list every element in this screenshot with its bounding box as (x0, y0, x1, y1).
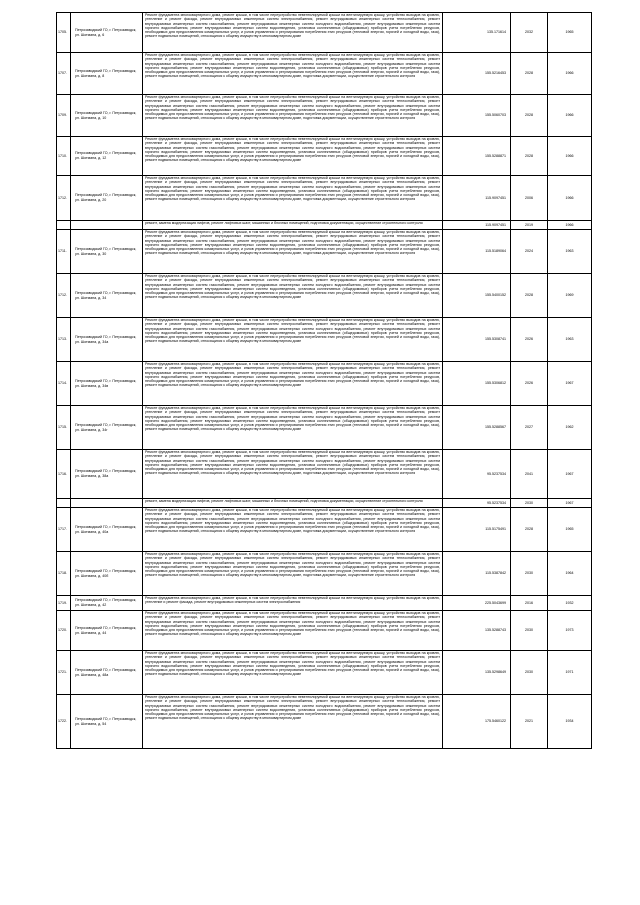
table-row (57, 508, 592, 552)
house-address: Петрозаводский ГО, г. Петрозаводск, ул. Шотмана, д. 48а (71, 651, 143, 695)
repair-works: Ремонт фундамента многоквартирного дома, ремонт крыши, в том числе переустройство невентилируемой крыши на вентилируемую крышу, устройство выходов на кровлю, утепление и ремонт фасада, ремонт внутридомовых инженерных систем электроснабжения, ремонт внутридомовых инженерных систем теплоснабжения, ремонт внутридомовых инженерных систем газоснабжения, ремонт внутридомовых инженерных систем холодного водоснабжения, ремонт внутридомовых инженерных систем горячего водоснабжения, ремонт внутридомовых инженерных систем водоотведения, установка коллективных (общедомовых) приборов учета потребления ресурсов, необходимых для предоставления коммунальных услуг, и узлов управления и регулирования потребления этих ресурсов (тепловой энергии, горячей и холодной воды, газа), ремонт подвальных помещений, относящихся к общему имуществу в многоквартирном доме, подготовка документации, осуществление строительного контроля (143, 552, 443, 596)
construction-year: 1963 (548, 230, 592, 274)
construction-year: 1967 (548, 362, 592, 406)
row-number: 1712. (57, 274, 71, 318)
house-address: Петрозаводский ГО, г. Петрозаводск, ул. Шотмана, д. 40а (71, 508, 143, 552)
repair-cost: 155.5288567 (443, 406, 511, 450)
repair-cost: 225.5043699 (443, 596, 511, 611)
repair-cost: 155.5400152 (443, 274, 511, 318)
row-number: 1715. (57, 406, 71, 450)
row-number: 1714. (57, 362, 71, 406)
table-row (57, 651, 592, 695)
repair-cost: 155.5308741 (443, 318, 511, 362)
row-number: 1722. (57, 695, 71, 749)
repair-works: Ремонт фундамента многоквартирного дома, ремонт крыши, в том числе переустройство невентилируемой крыши на вентилируемую крышу, устройство выходов на кровлю, утепление и ремонт фасада, ремонт внутридомовых инженерных систем электроснабжения, ремонт внутридомовых инженерных систем теплоснабжения, ремонт внутридомовых инженерных систем газоснабжения, ремонт внутридомовых инженерных систем холодного водоснабжения, ремонт внутридомовых инженерных систем горячего водоснабжения, ремонт внутридомовых инженерных систем водоотведения, установка коллективных (общедомовых) приборов учета потребления ресурсов, необходимых для предоставления коммунальных услуг, и узлов управления и регулирования потребления этих ресурсов (тепловой энергии, горячей и холодной воды, газа), ремонт подвальных помещений, относящихся к общему имуществу в многоквартирном доме (143, 611, 443, 651)
table-row (57, 53, 592, 95)
row-number (57, 221, 71, 230)
row-number: 1712. (57, 176, 71, 221)
planned-year: 2028 (511, 53, 548, 95)
planned-year: 2028 (511, 95, 548, 137)
row-number: 1709. (57, 95, 71, 137)
repair-works: Ремонт фундамента многоквартирного дома, ремонт крыши, в том числе переустройство невентилируемой крыши на вентилируемую крышу, устройство выходов на кровлю, утепление и ремонт фасада, ремонт внутридомовых инженерных систем электроснабжения, ремонт внутридомовых инженерных систем теплоснабжения, ремонт внутридомовых инженерных систем газоснабжения, ремонт внутридомовых инженерных систем холодного водоснабжения, ремонт внутридомовых инженерных систем горячего водоснабжения, ремонт внутридомовых инженерных систем водоотведения, установка коллективных (общедомовых) приборов учета потребления ресурсов, необходимых для предоставления коммунальных услуг, и узлов управления и регулирования потребления этих ресурсов (тепловой энергии, горячей и холодной воды, газа), ремонт подвальных помещений, относящихся к общему имуществу в многоквартирном доме, подготовка документации, осуществление строительного контроля (143, 176, 443, 221)
repair-cost: 135.171614 (443, 13, 511, 53)
table-row (57, 318, 592, 362)
planned-year: 2026 (511, 362, 548, 406)
table-row (57, 362, 592, 406)
table-row (57, 611, 592, 651)
repair-cost: 155.5216453 (443, 53, 511, 95)
construction-year: 1971 (548, 651, 592, 695)
repair-works: Ремонт фундамента многоквартирного дома, ремонт крыши, в том числе переустройство невентилируемой крыши на вентилируемую крышу, устройство выходов на кровлю, утепление и ремонт фасада, ремонт внутридомовых инженерных систем электроснабжения, ремонт внутридомовых инженерных систем теплоснабжения, ремонт внутридомовых инженерных систем газоснабжения, ремонт внутридомовых инженерных систем холодного водоснабжения, ремонт внутридомовых инженерных систем горячего водоснабжения, ремонт внутридомовых инженерных систем водоотведения, установка коллективных (общедомовых) приборов учета потребления ресурсов, необходимых для предоставления коммунальных услуг, и узлов управления и регулирования потребления этих ресурсов (тепловой энергии, горячей и холодной воды, газа), ремонт подвальных помещений, относящихся к общему имуществу в многоквартирном доме (143, 651, 443, 695)
row-number: 1717. (57, 508, 71, 552)
repair-cost: 155.5306812 (443, 362, 511, 406)
row-number: 1710. (57, 137, 71, 176)
row-number: 1713. (57, 318, 71, 362)
row-number: 1719. (57, 596, 71, 611)
repair-cost: 155.5060703 (443, 95, 511, 137)
table-row (57, 450, 592, 499)
construction-year: 1966 (548, 176, 592, 221)
row-number: 1716. (57, 450, 71, 499)
house-address: Петрозаводский ГО, г. Петрозаводск, ул. Шотмана, д. 6 (71, 13, 143, 53)
house-address: Петрозаводский ГО, г. Петрозаводск, ул. Шотмана, д. 12 (71, 137, 143, 176)
repair-works: ремонт, замена модернизация лифтов, ремонт лифтовых шахт, машинных и блочных помещений, подготовка документации, осуществление строительного контроля (143, 499, 443, 508)
construction-year: 1964 (548, 552, 592, 596)
repair-cost: 115.5387842 (443, 552, 511, 596)
planned-year: 2030 (511, 611, 548, 651)
repair-works: Ремонт фундамента многоквартирного дома, ремонт крыши, в том числе переустройство невентилируемой крыши на вентилируемую крышу, устройство выходов на кровлю, утепление и ремонт фасада, ремонт внутридомовых инженерных систем электроснабжения, ремонт внутридомовых инженерных систем теплоснабжения, ремонт внутридомовых инженерных систем газоснабжения, ремонт внутридомовых инженерных систем холодного водоснабжения, ремонт внутридомовых инженерных систем горячего водоснабжения, ремонт внутридомовых инженерных систем водоотведения, установка коллективных (общедомовых) приборов учета потребления ресурсов, необходимых для предоставления коммунальных услуг, и узлов управления и регулирования потребления этих ресурсов (тепловой энергии, горячей и холодной воды, газа), ремонт подвальных помещений, относящихся к общему имуществу в многоквартирном доме, подготовка документации, осуществление строительного контроля (143, 95, 443, 137)
construction-year: 1966 (548, 95, 592, 137)
repair-program-table (56, 12, 591, 749)
planned-year: 2030 (511, 499, 548, 508)
planned-year: 2016 (511, 596, 548, 611)
table-row (57, 274, 592, 318)
construction-year: 1962 (548, 406, 592, 450)
planned-year: 2028 (511, 137, 548, 176)
house-address: Петрозаводский ГО, г. Петрозаводск, ул. Шотмана, д. 10 (71, 95, 143, 137)
table-row (57, 406, 592, 450)
table-row (57, 221, 592, 230)
house-address (71, 499, 143, 508)
row-number: 1711. (57, 230, 71, 274)
table-row (57, 176, 592, 221)
repair-works: Ремонт фундамента многоквартирного дома, ремонт крыши, в том числе переустройство невентилируемой крыши на вентилируемую крышу, устройство выходов на кровлю, утепление и ремонт фасада, ремонт внутридомовых инженерных систем электроснабжения (143, 596, 443, 611)
construction-year: 1967 (548, 450, 592, 499)
repair-works: Ремонт фундамента многоквартирного дома, ремонт крыши, в том числе переустройство невентилируемой крыши на вентилируемую крышу, устройство выходов на кровлю, утепление и ремонт фасада, ремонт внутридомовых инженерных систем электроснабжения, ремонт внутридомовых инженерных систем теплоснабжения, ремонт внутридомовых инженерных систем газоснабжения, ремонт внутридомовых инженерных систем холодного водоснабжения, ремонт внутридомовых инженерных систем горячего водоснабжения, ремонт внутридомовых инженерных систем водоотведения, установка коллективных (общедомовых) приборов учета потребления ресурсов, необходимых для предоставления коммунальных услуг, и узлов управления и регулирования потребления этих ресурсов (тепловой энергии, горячей и холодной воды, газа), ремонт подвальных помещений, относящихся к общему имуществу в многоквартирном доме (143, 406, 443, 450)
house-address: Петрозаводский ГО, г. Петрозаводск, ул. Шотмана, д. 42 (71, 596, 143, 611)
house-address: Петрозаводский ГО, г. Петрозаводск, ул. Шотмана, д. 34 (71, 274, 143, 318)
repair-works: ремонт, замена модернизация лифтов, ремонт лифтовых шахт, машинных и блочных помещений, подготовка документации, осуществление строительного контроля (143, 221, 443, 230)
repair-cost: 115.5189064 (443, 230, 511, 274)
house-address: Петрозаводский ГО, г. Петрозаводск, ул. Шотмана, д. 54 (71, 695, 143, 749)
planned-year: 2028 (511, 274, 548, 318)
planned-year: 2032 (511, 13, 548, 53)
planned-year: 2041 (511, 450, 548, 499)
planned-year: 2027 (511, 406, 548, 450)
table-row (57, 230, 592, 274)
house-address: Петрозаводский ГО, г. Петрозаводск, ул. Шотмана, д. 40б (71, 552, 143, 596)
table-row (57, 552, 592, 596)
construction-year: 1932 (548, 596, 592, 611)
row-number: 1718. (57, 552, 71, 596)
construction-year: 1969 (548, 274, 592, 318)
repair-cost: 115.9097451 (443, 176, 511, 221)
repair-works: Ремонт фундамента многоквартирного дома, ремонт крыши, в том числе переустройство невентилируемой крыши на вентилируемую крышу, устройство выходов на кровлю, утепление и ремонт фасада, ремонт внутридомовых инженерных систем электроснабжения, ремонт внутридомовых инженерных систем теплоснабжения, ремонт внутридомовых инженерных систем газоснабжения, ремонт внутридомовых инженерных систем холодного водоснабжения, ремонт внутридомовых инженерных систем горячего водоснабжения, ремонт внутридомовых инженерных систем водоотведения, установка коллективных (общедомовых) приборов учета потребления ресурсов, необходимых для предоставления коммунальных услуг, и узлов управления и регулирования потребления этих ресурсов (тепловой энергии, горячей и холодной воды, газа), ремонт подвальных помещений, относящихся к общему имуществу в многоквартирном доме (143, 318, 443, 362)
table-row (57, 695, 592, 749)
table-row (57, 137, 592, 176)
planned-year: 2019 (511, 221, 548, 230)
house-address: Петрозаводский ГО, г. Петрозаводск, ул. Шотмана, д. 20 (71, 176, 143, 221)
planned-year: 2006 (511, 176, 548, 221)
repair-cost: 95.5237534 (443, 450, 511, 499)
construction-year: 1965 (548, 508, 592, 552)
repair-cost: 115.5175491 (443, 508, 511, 552)
repair-cost: 95.5237534 (443, 499, 511, 508)
table-row (57, 95, 592, 137)
table-row (57, 499, 592, 508)
planned-year: 2030 (511, 651, 548, 695)
table-body (57, 13, 592, 749)
repair-works: Ремонт фундамента многоквартирного дома, ремонт крыши, в том числе переустройство невентилируемой крыши на вентилируемую крышу, устройство выходов на кровлю, утепление и ремонт фасада, ремонт внутридомовых инженерных систем электроснабжения, ремонт внутридомовых инженерных систем теплоснабжения, ремонт внутридомовых инженерных систем газоснабжения, ремонт внутридомовых инженерных систем холодного водоснабжения, ремонт внутридомовых инженерных систем горячего водоснабжения, ремонт внутридомовых инженерных систем водоотведения, установка коллективных (общедомовых) приборов учета потребления ресурсов, необходимых для предоставления коммунальных услуг, и узлов управления и регулирования потребления этих ресурсов (тепловой энергии, горячей и холодной воды, газа), ремонт подвальных помещений, относящихся к общему имуществу в многоквартирном доме (143, 695, 443, 749)
repair-cost: 135.5288743 (443, 611, 511, 651)
repair-cost: 155.5288871 (443, 137, 511, 176)
house-address: Петрозаводский ГО, г. Петрозаводск, ул. Шотмана, д. 38а (71, 450, 143, 499)
construction-year: 1966 (548, 221, 592, 230)
repair-cost: 175.5460122 (443, 695, 511, 749)
house-address: Петрозаводский ГО, г. Петрозаводск, ул. Шотмана, д. 44 (71, 611, 143, 651)
construction-year: 1965 (548, 13, 592, 53)
house-address (71, 221, 143, 230)
repair-works: Ремонт фундамента многоквартирного дома, ремонт крыши, в том числе переустройство невентилируемой крыши на вентилируемую крышу, устройство выходов на кровлю, утепление и ремонт фасада, ремонт внутридомовых инженерных систем электроснабжения, ремонт внутридомовых инженерных систем теплоснабжения, ремонт внутридомовых инженерных систем газоснабжения, ремонт внутридомовых инженерных систем холодного водоснабжения, ремонт внутридомовых инженерных систем горячего водоснабжения, ремонт внутридомовых инженерных систем водоотведения, установка коллективных (общедомовых) приборов учета потребления ресурсов, необходимых для предоставления коммунальных услуг, и узлов управления и регулирования потребления этих ресурсов (тепловой энергии, горячей и холодной воды, газа), ремонт подвальных помещений, относящихся к общему имуществу в многоквартирном доме, подготовка документации, осуществление строительного контроля (143, 450, 443, 499)
row-number: 1705. (57, 13, 71, 53)
repair-works: Ремонт фундамента многоквартирного дома, ремонт крыши, в том числе переустройство невентилируемой крыши на вентилируемую крышу, устройство выходов на кровлю, утепление и ремонт фасада, ремонт внутридомовых инженерных систем электроснабжения, ремонт внутридомовых инженерных систем теплоснабжения, ремонт внутридомовых инженерных систем газоснабжения, ремонт внутридомовых инженерных систем холодного водоснабжения, ремонт внутридомовых инженерных систем горячего водоснабжения, ремонт внутридомовых инженерных систем водоотведения, установка коллективных (общедомовых) приборов учета потребления ресурсов, необходимых для предоставления коммунальных услуг, и узлов управления и регулирования потребления этих ресурсов (тепловой энергии, горячей и холодной воды, газа), ремонт подвальных помещений, относящихся к общему имуществу в многоквартирном доме, подготовка документации, осуществление строительного контроля (143, 508, 443, 552)
repair-cost: 115.9097451 (443, 221, 511, 230)
planned-year: 2021 (511, 695, 548, 749)
repair-works: Ремонт фундамента многоквартирного дома, ремонт крыши, в том числе переустройство невентилируемой крыши на вентилируемую крышу, устройство выходов на кровлю, утепление и ремонт фасада, ремонт внутридомовых инженерных систем электроснабжения, ремонт внутридомовых инженерных систем теплоснабжения, ремонт внутридомовых инженерных систем газоснабжения, ремонт внутридомовых инженерных систем холодного водоснабжения, ремонт внутридомовых инженерных систем горячего водоснабжения, ремонт внутридомовых инженерных систем водоотведения, установка коллективных (общедомовых) приборов учета потребления ресурсов, необходимых для предоставления коммунальных услуг, и узлов управления и регулирования потребления этих ресурсов (тепловой энергии, горячей и холодной воды, газа), ремонт подвальных помещений, относящихся к общему имуществу в многоквартирном доме (143, 13, 443, 53)
construction-year: 1934 (548, 695, 592, 749)
construction-year: 1966 (548, 137, 592, 176)
repair-works: Ремонт фундамента многоквартирного дома, ремонт крыши, в том числе переустройство невентилируемой крыши на вентилируемую крышу, устройство выходов на кровлю, утепление и ремонт фасада, ремонт внутридомовых инженерных систем электроснабжения, ремонт внутридомовых инженерных систем теплоснабжения, ремонт внутридомовых инженерных систем газоснабжения, ремонт внутридомовых инженерных систем холодного водоснабжения, ремонт внутридомовых инженерных систем горячего водоснабжения, ремонт внутридомовых инженерных систем водоотведения, установка коллективных (общедомовых) приборов учета потребления ресурсов, необходимых для предоставления коммунальных услуг, и узлов управления и регулирования потребления этих ресурсов (тепловой энергии, горячей и холодной воды, газа), ремонт подвальных помещений, относящихся к общему имуществу в многоквартирном доме, подготовка документации, осуществление строительного контроля (143, 230, 443, 274)
house-address: Петрозаводский ГО, г. Петрозаводск, ул. Шотмана, д. 30 (71, 230, 143, 274)
house-address: Петрозаводский ГО, г. Петрозаводск, ул. Шотмана, д. 34в (71, 362, 143, 406)
house-address: Петрозаводский ГО, г. Петрозаводск, ул. Шотмана, д. 8 (71, 53, 143, 95)
construction-year: 1973 (548, 611, 592, 651)
table-row (57, 596, 592, 611)
repair-works: Ремонт фундамента многоквартирного дома, ремонт крыши, в том числе переустройство невентилируемой крыши на вентилируемую крышу, устройство выходов на кровлю, утепление и ремонт фасада, ремонт внутридомовых инженерных систем электроснабжения, ремонт внутридомовых инженерных систем теплоснабжения, ремонт внутридомовых инженерных систем газоснабжения, ремонт внутридомовых инженерных систем холодного водоснабжения, ремонт внутридомовых инженерных систем горячего водоснабжения, ремонт внутридомовых инженерных систем водоотведения, установка коллективных (общедомовых) приборов учета потребления ресурсов, необходимых для предоставления коммунальных услуг, и узлов управления и регулирования потребления этих ресурсов (тепловой энергии, горячей и холодной воды, газа), ремонт подвальных помещений, относящихся к общему имуществу в многоквартирном доме (143, 274, 443, 318)
construction-year: 1966 (548, 53, 592, 95)
planned-year: 2026 (511, 318, 548, 362)
row-number: 1707. (57, 53, 71, 95)
row-number: 1720. (57, 611, 71, 651)
repair-works: Ремонт фундамента многоквартирного дома, ремонт крыши, в том числе переустройство невентилируемой крыши на вентилируемую крышу, устройство выходов на кровлю, утепление и ремонт фасада, ремонт внутридомовых инженерных систем электроснабжения, ремонт внутридомовых инженерных систем теплоснабжения, ремонт внутридомовых инженерных систем газоснабжения, ремонт внутридомовых инженерных систем холодного водоснабжения, ремонт внутридомовых инженерных систем горячего водоснабжения, ремонт внутридомовых инженерных систем водоотведения, установка коллективных (общедомовых) приборов учета потребления ресурсов, необходимых для предоставления коммунальных услуг, и узлов управления и регулирования потребления этих ресурсов (тепловой энергии, горячей и холодной воды, газа), ремонт подвальных помещений, относящихся к общему имуществу в многоквартирном доме (143, 362, 443, 406)
planned-year: 2028 (511, 508, 548, 552)
construction-year: 1967 (548, 499, 592, 508)
table-row (57, 13, 592, 53)
planned-year: 2030 (511, 552, 548, 596)
row-number: 1721. (57, 651, 71, 695)
repair-cost: 135.5298649 (443, 651, 511, 695)
planned-year: 2024 (511, 230, 548, 274)
repair-works: Ремонт фундамента многоквартирного дома, ремонт крыши, в том числе переустройство невентилируемой крыши на вентилируемую крышу, устройство выходов на кровлю, утепление и ремонт фасада, ремонт внутридомовых инженерных систем электроснабжения, ремонт внутридомовых инженерных систем теплоснабжения, ремонт внутридомовых инженерных систем газоснабжения, ремонт внутридомовых инженерных систем холодного водоснабжения, ремонт внутридомовых инженерных систем горячего водоснабжения, ремонт внутридомовых инженерных систем водоотведения, установка коллективных (общедомовых) приборов учета потребления ресурсов, необходимых для предоставления коммунальных услуг, и узлов управления и регулирования потребления этих ресурсов (тепловой энергии, горячей и холодной воды, газа), ремонт подвальных помещений, относящихся к общему имуществу в многоквартирном доме, подготовка документации, осуществление строительного контроля (143, 53, 443, 95)
construction-year: 1963 (548, 318, 592, 362)
house-address: Петрозаводский ГО, г. Петрозаводск, ул. Шотмана, д. 34г (71, 406, 143, 450)
house-address: Петрозаводский ГО, г. Петрозаводск, ул. Шотмана, д. 34а (71, 318, 143, 362)
row-number (57, 499, 71, 508)
repair-works: Ремонт фундамента многоквартирного дома, ремонт крыши, в том числе переустройство невентилируемой крыши на вентилируемую крышу, устройство выходов на кровлю, утепление и ремонт фасада, ремонт внутридомовых инженерных систем электроснабжения, ремонт внутридомовых инженерных систем теплоснабжения, ремонт внутридомовых инженерных систем газоснабжения, ремонт внутридомовых инженерных систем холодного водоснабжения, ремонт внутридомовых инженерных систем горячего водоснабжения, ремонт внутридомовых инженерных систем водоотведения, установка коллективных (общедомовых) приборов учета потребления ресурсов, необходимых для предоставления коммунальных услуг, и узлов управления и регулирования потребления этих ресурсов (тепловой энергии, горячей и холодной воды, газа), ремонт подвальных помещений, относящихся к общему имуществу в многоквартирном доме (143, 137, 443, 176)
